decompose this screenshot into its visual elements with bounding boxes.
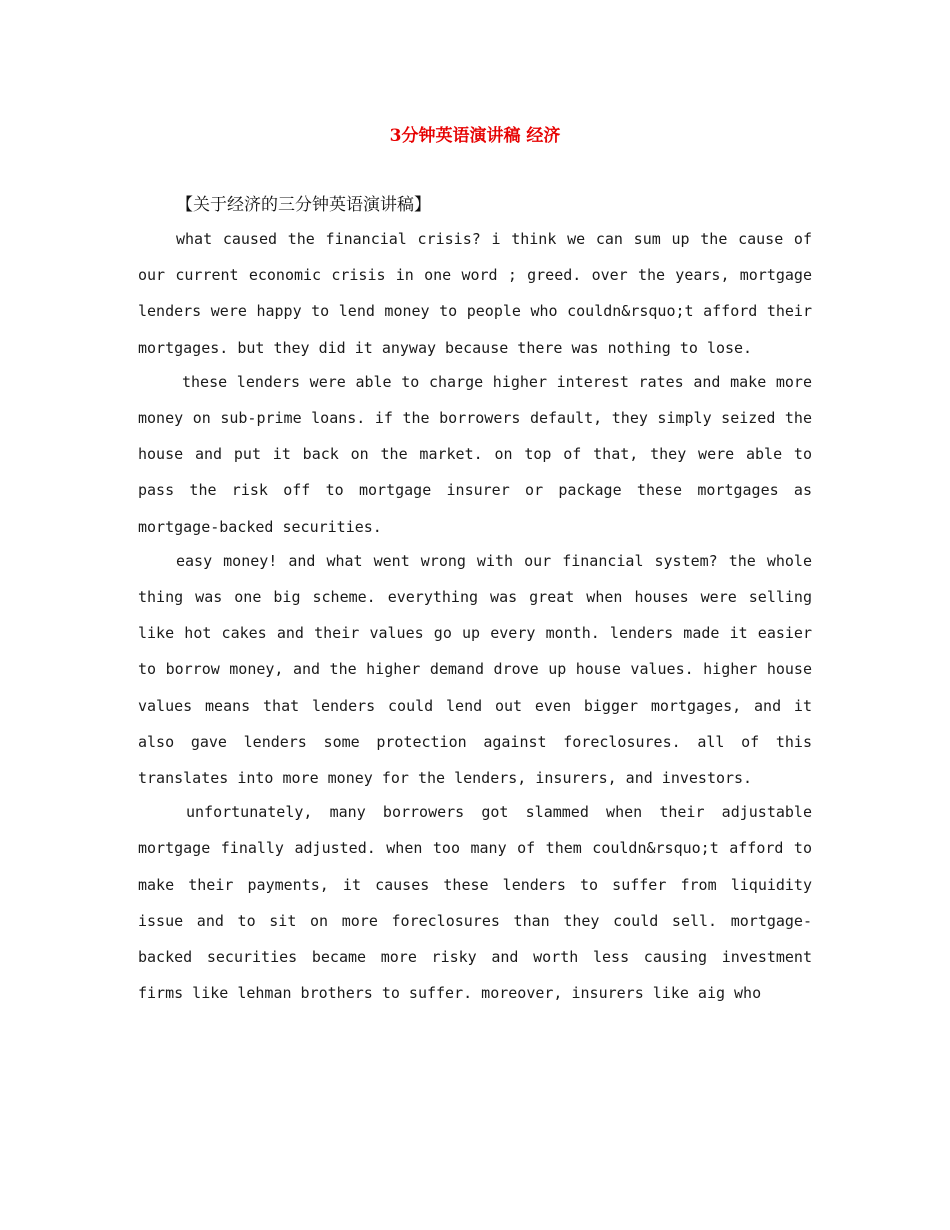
document-title: 3分钟英语演讲稿 经济: [389, 126, 561, 146]
speech-body: [138, 221, 812, 1009]
paragraph: what caused the financial crisis? i think we can sum up the cause of our current economic crisis in one word ; greed. over the years, mortgage lenders were happy to lend money to people who couldn&rsquo;t afford their mortgages. but they did it anyway because there was nothing to lose.: [138, 230, 812, 357]
speech-subheading: 【关于经济的三分钟英语演讲稿】: [176, 195, 431, 215]
paragraph: these lenders were able to charge higher interest rates and make more money on sub-prime loans. if the borrowers default, they simply seized the house and put it back on the market. on top of that, they were able to pass the risk off to mortgage insurer or package these mortgages as mortgage-backed securities.: [138, 372, 812, 536]
paragraph: unfortunately, many borrowers got slammed when their adjustable mortgage finally adjusted. when too many of them couldn&rsquo;t afford to make their payments, it causes these lenders to suffer from liquidity issue and to sit on more foreclosures than they could sell. mortgage-backed securities became more risky and worth less causing investment firms like lehman brothers to suffer. moreover, insurers like aig who: [138, 803, 812, 1003]
paragraph: easy money! and what went wrong with our financial system? the whole thing was one big scheme. everything was great when houses were selling like hot cakes and their values go up every month. lenders made it easier to borrow money, and the higher demand drove up house values. higher house values means that lenders could lend out even bigger mortgages, and it also gave lenders some protection against foreclosures. all of this translates into more money for the lenders, insurers, and investors.: [138, 551, 812, 788]
